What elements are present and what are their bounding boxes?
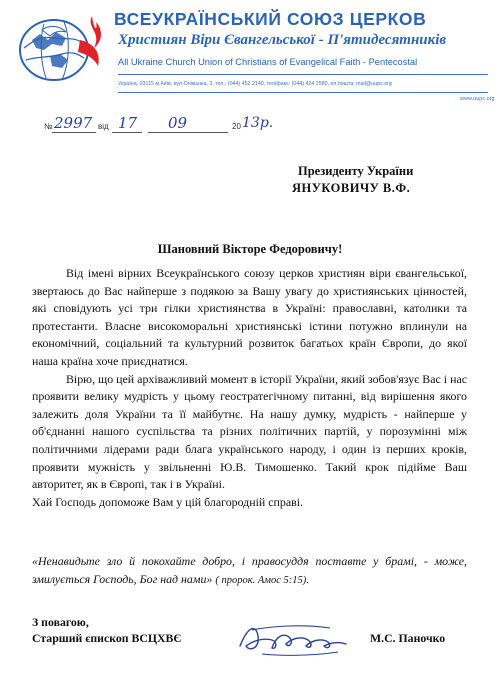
closing-block xyxy=(32,614,181,646)
organization-website: www.uupc.org xyxy=(460,96,495,102)
paragraph: Від імені вірних Всеукраїнського союзу церков християн віри євангельської, звертаюсь до Вас найперше з подякою за Вашу увагу до християнських цінностей, які сповідують усі три гілки християнства в Україні: православні, католики та протестанти. Власне високоморальні християнські істини потужно вплинули на економічний, соціальний та культурний розвиток багатьох країн Європи, до якої наша країна хоче приєднатися. xyxy=(32,266,467,368)
reference-number: 2997 xyxy=(54,114,93,132)
letterhead-divider-bottom xyxy=(118,92,488,93)
number-prefix: № xyxy=(44,122,53,131)
organization-contacts: Україна, 03115 м.Київ, вул.Онікієнка, 3, тел.: (044) 452 2140, тел/факс: (044) 424 2580, ел.пошта: mail@uupc.org xyxy=(118,81,392,87)
quote-reference: ( пророк. Амос 5:15). xyxy=(215,574,309,586)
number-underline xyxy=(52,132,96,133)
handwritten-signature-icon xyxy=(232,616,352,662)
organization-english-name: All Ukraine Church Union of Christians of Evangelical Faith - Pentecostal xyxy=(118,57,418,67)
addressee-title: Президенту України xyxy=(298,164,414,178)
year-prefix: 20 xyxy=(232,122,241,131)
month-underline xyxy=(148,132,228,133)
paragraph: Хай Господь допоможе Вам у цій благородній справі. xyxy=(32,494,303,509)
signer-position: Старший єпископ ВСЦХВЄ xyxy=(32,631,182,645)
organization-title: ВСЕУКРАЇНСЬКИЙ СОЮЗ ЦЕРКОВ xyxy=(114,9,427,29)
salutation: Шановний Вікторе Федоровичу! xyxy=(157,242,343,256)
organization-subtitle: Християн Віри Євангельської - П'ятидесятників xyxy=(118,32,447,48)
closing-regards: З повагою, xyxy=(32,615,89,629)
letterhead-divider-top xyxy=(118,74,488,75)
quote-text: «Ненавидьте зло й покохайте добро, і правосуддя поставте у брамі, - може, змилується Господь, Бог над нами» xyxy=(32,554,467,586)
scripture-quote xyxy=(32,553,467,589)
church-union-logo-icon xyxy=(14,10,112,88)
reference-year: 13р. xyxy=(242,115,274,131)
letter-body xyxy=(32,265,467,511)
day-underline xyxy=(112,132,142,133)
reference-month: 09 xyxy=(168,114,188,132)
paragraph: Вірю, що цей архіважливий момент в історії України, який зобов'язує Вас і нас проявити велику мудрість у цьому геостратегічному питанні, від вирішення якого залежить доля України та її майбутнє. На нашу думку, мудрість - найперше у об'єднанні нашого суспільства та різних політичних партій, у порозумінні між політичними лідерами ради блага українського народу, і один із перших кроків, проявити мужність у звільненні Ю.В. Тимошенко. Такий крок підійме Ваш авторитет, як в Європі, так і в Україні. xyxy=(32,371,467,492)
reference-day: 17 xyxy=(118,114,138,132)
signer-name: М.С. Паночко xyxy=(370,631,446,645)
date-prefix: від xyxy=(98,122,109,131)
addressee-name: ЯНУКОВИЧУ В.Ф. xyxy=(292,181,411,195)
